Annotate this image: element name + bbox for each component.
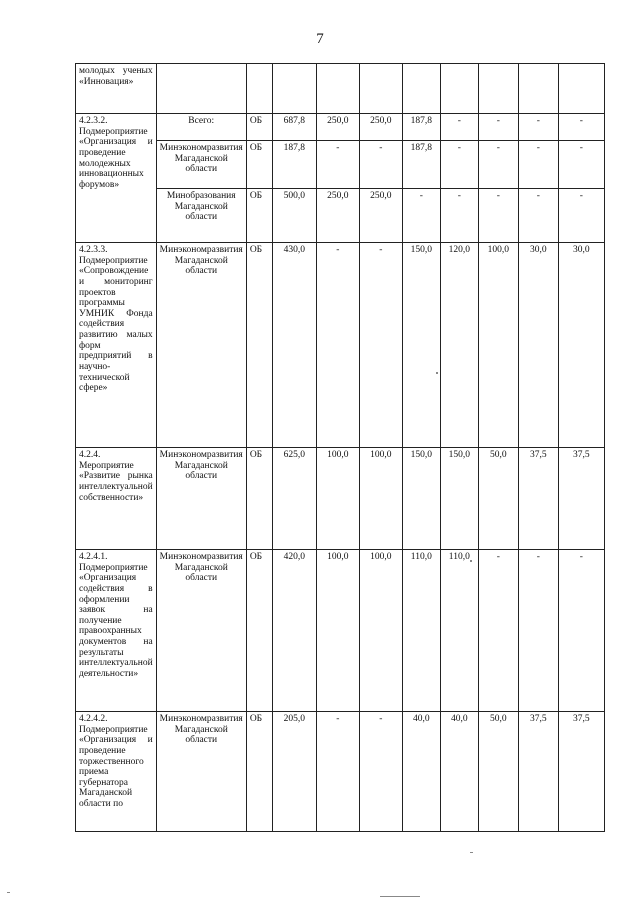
- amount-cell: 110,0: [440, 550, 478, 712]
- amount-cell: -: [558, 114, 604, 141]
- executor-cell: Минэкономразвития Магаданской области: [156, 243, 246, 448]
- amount-cell: 100,0: [359, 448, 402, 550]
- table-row: [76, 243, 605, 448]
- amount-cell: -: [440, 141, 478, 189]
- amount-cell: 50,0: [478, 712, 518, 832]
- funding-source-cell: ОБ: [246, 243, 272, 448]
- amount-cell: 625,0: [272, 448, 316, 550]
- amount-cell: -: [402, 189, 440, 243]
- amount-cell: [478, 64, 518, 114]
- amount-cell: 100,0: [478, 243, 518, 448]
- scan-speck: [470, 852, 473, 853]
- scan-speck: [7, 892, 10, 893]
- amount-cell: 50,0: [478, 448, 518, 550]
- measure-name-cell: [76, 550, 157, 712]
- funding-source-cell: ОБ: [246, 712, 272, 832]
- amount-cell: [316, 64, 359, 114]
- amount-cell: 30,0: [558, 243, 604, 448]
- amount-cell: -: [478, 550, 518, 712]
- measure-name: 4.2.3.3. Подмероприятие «Сопровождение и мониторинг проектов программы УМНИК Фонда содействия развитию малых форм предприятий в научно-технической сфере»: [79, 245, 153, 394]
- amount-cell: -: [478, 189, 518, 243]
- amount-cell: 150,0: [402, 243, 440, 448]
- measure-name: 4.2.4.2. Подмероприятие «Организация и проведение торжественного приема губернатора Магаданской области по: [79, 714, 153, 809]
- amount-cell: 500,0: [272, 189, 316, 243]
- amount-cell: -: [440, 189, 478, 243]
- amount-cell: 250,0: [316, 114, 359, 141]
- measure-name-cell: [76, 64, 157, 114]
- amount-cell: -: [316, 141, 359, 189]
- executor-cell: [156, 64, 246, 114]
- amount-cell: 420,0: [272, 550, 316, 712]
- amount-cell: 430,0: [272, 243, 316, 448]
- amount-cell: 37,5: [518, 712, 558, 832]
- executor-cell: Минэкономразвития Магаданской области: [156, 141, 246, 189]
- amount-cell: -: [359, 243, 402, 448]
- amount-cell: 150,0: [440, 448, 478, 550]
- amount-cell: 205,0: [272, 712, 316, 832]
- funding-source-cell: ОБ: [246, 114, 272, 141]
- amount-cell: [402, 64, 440, 114]
- amount-cell: 37,5: [558, 712, 604, 832]
- amount-cell: -: [558, 550, 604, 712]
- amount-cell: -: [478, 114, 518, 141]
- amount-cell: -: [478, 141, 518, 189]
- scan-speck: [470, 560, 472, 562]
- amount-cell: [359, 64, 402, 114]
- executor-cell: Всего:: [156, 114, 246, 141]
- amount-cell: 110,0: [402, 550, 440, 712]
- amount-cell: 250,0: [359, 114, 402, 141]
- funding-source-cell: ОБ: [246, 448, 272, 550]
- amount-cell: 100,0: [359, 550, 402, 712]
- amount-cell: 37,5: [518, 448, 558, 550]
- amount-cell: [518, 64, 558, 114]
- funding-source-cell: ОБ: [246, 189, 272, 243]
- amount-cell: 187,8: [402, 141, 440, 189]
- scan-speck: [436, 372, 438, 374]
- budget-table: [75, 63, 605, 832]
- table-row: [76, 448, 605, 550]
- amount-cell: 40,0: [402, 712, 440, 832]
- funding-source-cell: ОБ: [246, 550, 272, 712]
- amount-cell: -: [359, 712, 402, 832]
- amount-cell: 687,8: [272, 114, 316, 141]
- amount-cell: -: [316, 243, 359, 448]
- measure-name: молодых ученых «Инновация»: [79, 66, 153, 87]
- amount-cell: [440, 64, 478, 114]
- amount-cell: 150,0: [402, 448, 440, 550]
- funding-source-cell: ОБ: [246, 141, 272, 189]
- amount-cell: 187,8: [402, 114, 440, 141]
- table-row: [76, 64, 605, 114]
- amount-cell: -: [359, 141, 402, 189]
- table-row: [76, 712, 605, 832]
- executor-cell: Минэкономразвития Магаданской области: [156, 448, 246, 550]
- measure-name-cell: [76, 243, 157, 448]
- amount-cell: 250,0: [316, 189, 359, 243]
- scan-speck: [380, 896, 420, 897]
- amount-cell: 40,0: [440, 712, 478, 832]
- measure-name: 4.2.4. Мероприятие «Развитие рынка интеллектуальной собственности»: [79, 450, 153, 503]
- amount-cell: 187,8: [272, 141, 316, 189]
- table-row: [76, 114, 605, 141]
- amount-cell: 120,0: [440, 243, 478, 448]
- measure-name-cell: [76, 114, 157, 243]
- amount-cell: -: [316, 712, 359, 832]
- amount-cell: -: [558, 141, 604, 189]
- amount-cell: 37,5: [558, 448, 604, 550]
- amount-cell: -: [558, 189, 604, 243]
- table-row: [76, 550, 605, 712]
- amount-cell: -: [440, 114, 478, 141]
- amount-cell: -: [518, 189, 558, 243]
- amount-cell: 30,0: [518, 243, 558, 448]
- page-number: 7: [316, 31, 324, 47]
- amount-cell: [272, 64, 316, 114]
- amount-cell: -: [518, 141, 558, 189]
- measure-name-cell: [76, 448, 157, 550]
- amount-cell: -: [518, 114, 558, 141]
- amount-cell: 100,0: [316, 448, 359, 550]
- amount-cell: [558, 64, 604, 114]
- executor-cell: Минэкономразвития Магаданской области: [156, 712, 246, 832]
- measure-name: 4.2.4.1. Подмероприятие «Организация содействия в оформлении заявок на получение правоохранных документов на результаты интеллектуальной деятельности»: [79, 552, 153, 679]
- amount-cell: 250,0: [359, 189, 402, 243]
- measure-name: 4.2.3.2. Подмероприятие «Организация и проведение молодежных инновационных форумов»: [79, 116, 153, 190]
- measure-name-cell: [76, 712, 157, 832]
- amount-cell: 100,0: [316, 550, 359, 712]
- funding-source-cell: [246, 64, 272, 114]
- executor-cell: Минобразования Магаданской области: [156, 189, 246, 243]
- executor-cell: Минэкономразвития Магаданской области: [156, 550, 246, 712]
- amount-cell: -: [518, 550, 558, 712]
